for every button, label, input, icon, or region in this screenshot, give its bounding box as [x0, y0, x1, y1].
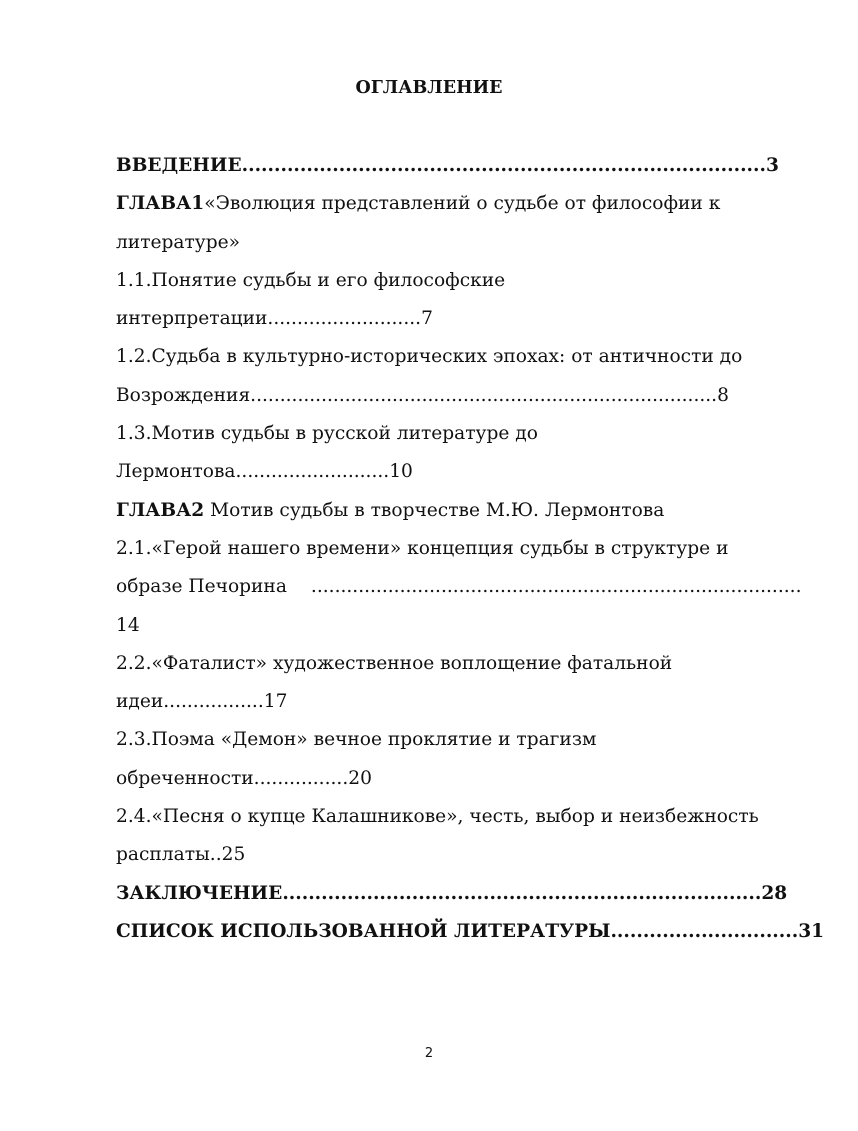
toc-2-3-page: 20: [348, 767, 372, 789]
toc-conclusion-dots: ..........................................................................: [282, 882, 762, 904]
toc-chapter1-title-line1: «Эволюция представлений о судьбе от философии к: [204, 193, 721, 215]
toc-entry-chapter1: [116, 185, 742, 262]
toc-2-3-line2: [116, 760, 742, 798]
toc-entry-1-1: [116, 262, 742, 339]
toc-entry-conclusion: [116, 875, 788, 913]
toc-2-2-line1: 2.2.«Фаталист» художественное воплощение фатальной: [116, 652, 673, 674]
toc-entry-2-4: [116, 798, 759, 875]
page-number: 2: [424, 1046, 434, 1061]
toc-entry-chapter2: [116, 492, 742, 530]
toc-2-4-line1: 2.4.«Песня о купце Калашникове», честь, выбор и неизбежность: [116, 806, 759, 828]
toc-1-3-dots: ..........................: [235, 461, 390, 483]
toc-bibliography-dots: .............................: [610, 920, 799, 942]
toc-1-3-page: 10: [389, 461, 413, 483]
toc-2-4-line2-text: расплаты: [116, 844, 210, 866]
toc-chapter1-label: ГЛАВА1: [116, 193, 205, 215]
toc-2-2-line2: [116, 683, 742, 721]
toc-2-2-dots: .................: [163, 691, 264, 713]
toc-1-2-dots: ...............................................................................: [250, 384, 718, 406]
toc-2-3-line2-text: обреченности: [116, 767, 254, 789]
toc-1-2-page: 8: [717, 384, 729, 406]
toc-2-2-line2-text: идеи: [116, 691, 164, 713]
toc-1-1-line2: [116, 300, 742, 338]
toc-1-1-page: 7: [421, 308, 433, 330]
toc-conclusion-label: ЗАКЛЮЧЕНИЕ: [116, 882, 283, 904]
toc-2-4-line2: [116, 836, 742, 874]
toc-1-1-line2-text: интерпретации: [116, 308, 268, 330]
toc-intro-dots: .................................................................................: [241, 155, 766, 176]
toc-1-2-line2: [116, 377, 742, 415]
toc-entry-intro: [116, 147, 779, 185]
toc-1-1-dots: ..........................: [267, 308, 422, 330]
toc-entry-2-2: [116, 645, 742, 722]
toc-2-1-line2: [116, 568, 802, 606]
toc-2-1-line1: 2.1.«Герой нашего времени» концепция судьбы в структуре и: [116, 537, 729, 559]
toc-2-1-dots: ...................................................................................: [310, 576, 802, 598]
page-title: ОГЛАВЛЕНИЕ: [355, 78, 503, 98]
toc-chapter1-title-line2: литературе»: [116, 231, 240, 253]
toc-1-2-line1: 1.2.Судьба в культурно-исторических эпохах: от античности до: [116, 346, 743, 368]
toc-entry-bibliography: [116, 913, 825, 951]
toc-chapter1-line1: [116, 185, 742, 223]
toc-intro-page: 3: [765, 155, 779, 176]
toc-2-3-dots: ................: [253, 767, 349, 789]
toc-chapter2-title: Мотив судьбы в творчестве М.Ю. Лермонтова: [204, 499, 665, 521]
toc-1-1-line1: 1.1.Понятие судьбы и его философские: [116, 269, 506, 291]
toc-bibliography-label: СПИСОК ИСПОЛЬЗОВАННОЙ ЛИТЕРАТУРЫ: [116, 920, 611, 942]
toc-2-2-page: 17: [263, 691, 288, 713]
toc-entry-2-1: [116, 530, 802, 645]
toc-1-3-line2: [116, 453, 742, 491]
toc-intro-label: ВВЕДЕНИЕ: [116, 155, 242, 176]
toc-bibliography-page: 31: [798, 920, 825, 942]
table-of-contents: [116, 147, 825, 951]
toc-2-3-line1: 2.3.Поэма «Демон» вечное проклятие и трагизм: [116, 729, 597, 751]
toc-2-4-dots: ..: [209, 844, 222, 866]
toc-1-3-line2-text: Лермонтова: [116, 461, 236, 483]
toc-1-3-line1: 1.3.Мотив судьбы в русской литературе до: [116, 423, 538, 445]
toc-conclusion-page: 28: [761, 882, 788, 904]
toc-2-1-page: 14: [116, 614, 140, 636]
toc-chapter2-label: ГЛАВА2: [116, 499, 205, 521]
toc-entry-1-2: [116, 338, 742, 415]
toc-2-4-page: 25: [221, 844, 246, 866]
toc-entry-1-3: [116, 415, 742, 492]
toc-1-2-line2-text: Возрождения: [116, 384, 251, 406]
toc-entry-2-3: [116, 721, 742, 798]
toc-2-1-line2-text: образе Печорина: [116, 576, 287, 598]
